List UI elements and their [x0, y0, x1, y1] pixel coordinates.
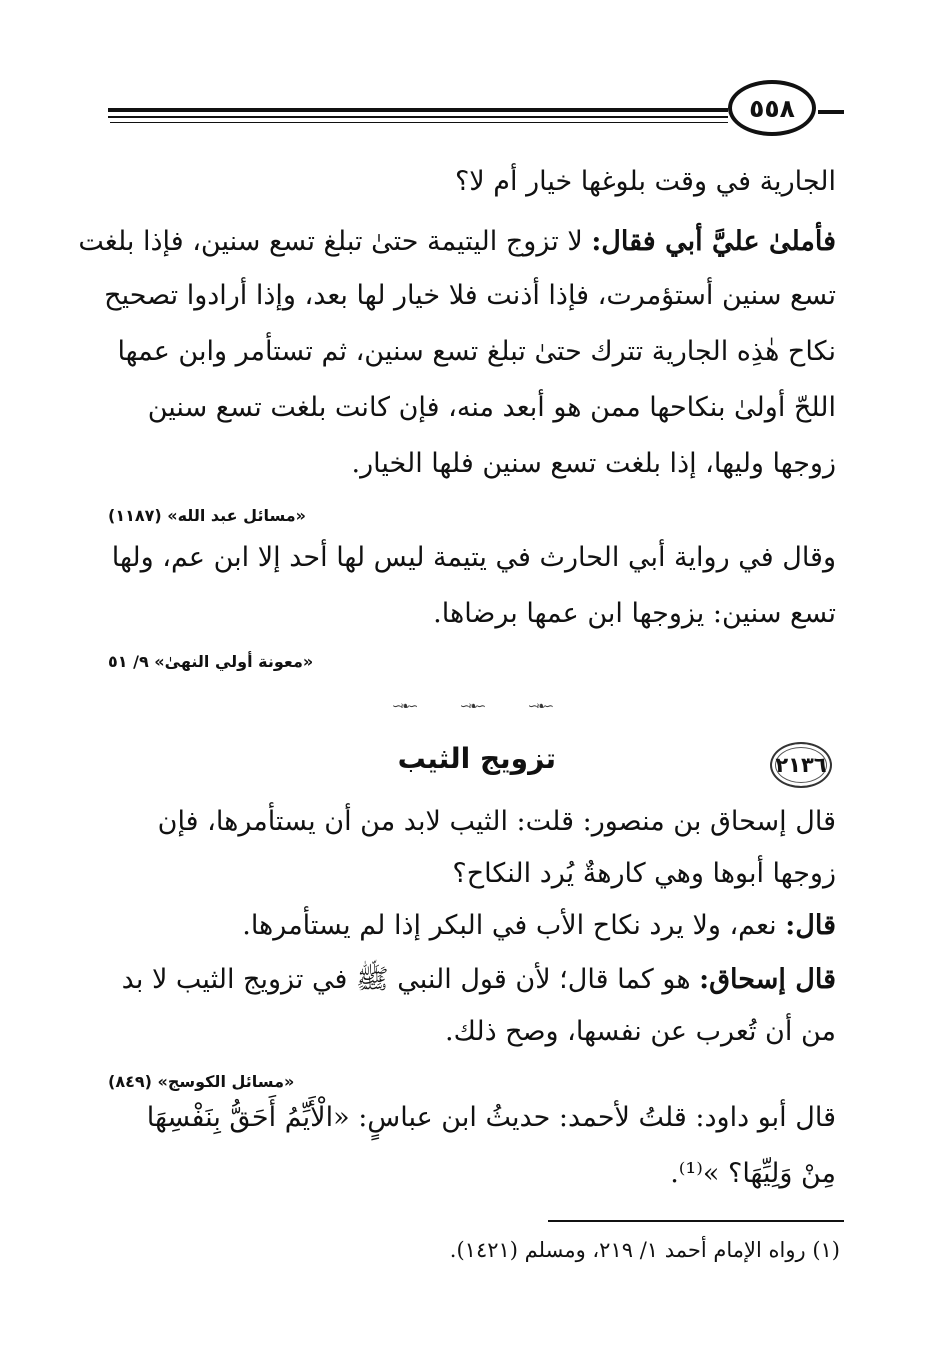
source-reference: «مسائل الكوسج» (٨٤٩) — [108, 1072, 295, 1091]
text-line: زوجها وليها، إذا بلغت تسع سنين فلها الخيار. — [351, 448, 836, 479]
text-line-rest: هو كما قال؛ لأن قول النبي ﷺ في تزويج الثيب لا بد — [121, 964, 700, 995]
page-number: ٥٥٨ — [728, 80, 816, 136]
text-line: وقال في رواية أبي الحارث في يتيمة ليس لها أحد إلا ابن عم، ولها — [111, 542, 836, 573]
text-line-rest: لا تزوج اليتيمة حتىٰ تبلغ تسع سنين، فإذا بلغت — [78, 226, 592, 257]
section-title: تزويج الثيب — [397, 742, 556, 775]
text-line: تسع سنين أستؤمرت، فإذا أذنت فلا خيار لها بعد، وإذا أرادوا تصحيح — [104, 280, 836, 311]
speaker-label: قال إسحاق: — [699, 964, 836, 995]
header-rule-thin — [110, 122, 728, 123]
text-line: مِنْ وَلِيِّهَا؟ »⁽¹⁾. — [670, 1158, 836, 1189]
text-line: زوجها أبوها وهي كارهةٌ يُرد النكاح؟ — [452, 858, 836, 889]
section-divider-ornament — [392, 698, 552, 714]
source-reference: «مسائل عبد الله» (١١٨٧) — [108, 506, 306, 525]
text-line: تسع سنين: يزوجها ابن عمها برضاها. — [433, 598, 836, 629]
text-line-rest: نعم، ولا يرد نكاح الأب في البكر إذا لم يستأمرها. — [242, 910, 786, 941]
speaker-label: فأملىٰ عليَّ أبي فقال: — [591, 226, 836, 257]
text-line: الجارية في وقت بلوغها خيار أم لا؟ — [454, 166, 836, 197]
text-line: اللحّ أولىٰ بنكاحها ممن هو أبعد منه، فإن كانت بلغت تسع سنين — [147, 392, 836, 423]
text-line: من أن تُعرب عن نفسها، وصح ذلك. — [445, 1016, 836, 1047]
text-line — [78, 226, 836, 257]
text-line: قال إسحاق بن منصور: قلت: الثيب لابد من أن يستأمرها، فإن — [157, 806, 836, 837]
text-line — [122, 962, 836, 1002]
source-reference: «معونة أولي النهىٰ» ٩/ ٥١ — [108, 652, 314, 671]
speaker-label: قال: — [785, 910, 836, 941]
text-line: قال أبو داود: قلتُ لأحمد: حديثُ ابن عباسٍ: «الْأَيِّمُ أَحَقُّ بِنَفْسِهَا — [146, 1102, 836, 1133]
header-rule-right — [818, 110, 844, 114]
text-line: نكاح هٰذِه الجارية تترك حتىٰ تبلغ تسع سنين، ثم تستأمر وابن عمها — [117, 336, 836, 367]
section-number-badge: ٢١٣٦ — [770, 742, 832, 788]
footnote: (١) رواه الإمام أحمد ١/ ٢١٩، ومسلم (١٤٢١). — [449, 1238, 840, 1262]
ornament-glyph: ∽❧∽ — [527, 699, 552, 713]
header-rule-thick — [108, 108, 728, 112]
header-rule-middle — [108, 116, 728, 118]
ornament-glyph: ∽❧∽ — [459, 699, 485, 713]
footnote-separator — [548, 1220, 844, 1222]
text-line — [242, 910, 836, 941]
ornament-glyph: ∽❧∽ — [392, 699, 417, 713]
